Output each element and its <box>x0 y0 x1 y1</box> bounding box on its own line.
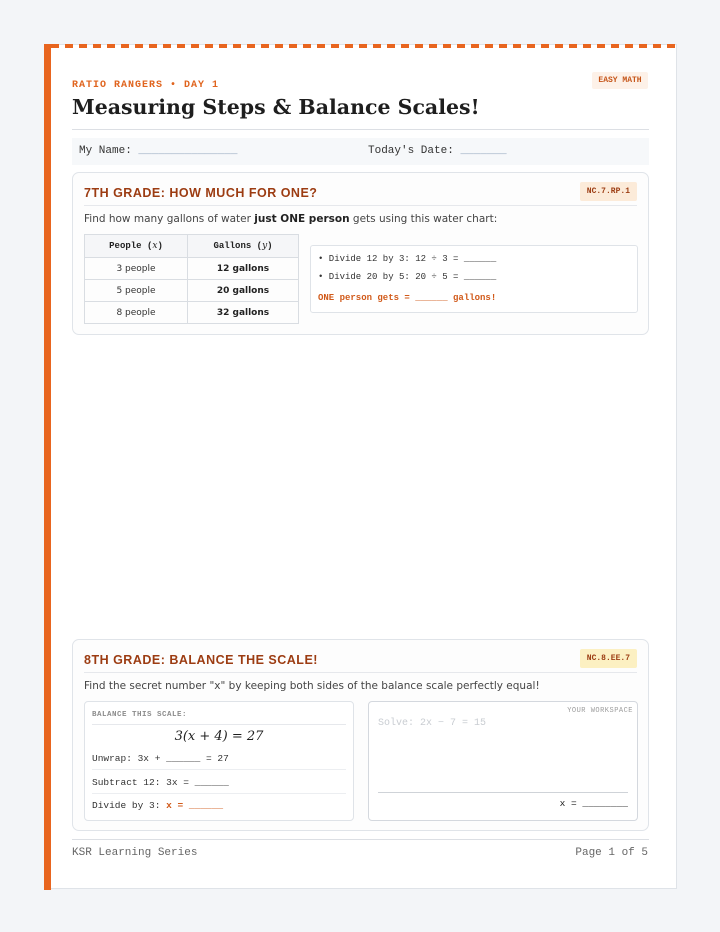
section-instruction: Find the secret number "x" by keeping both sides of the balance scale perfectly equal! <box>84 680 540 692</box>
section-title: 8TH GRADE: BALANCE THE SCALE! <box>84 653 318 667</box>
name-label: My Name: <box>79 145 132 157</box>
date-label: Today's Date: <box>368 145 454 157</box>
hint-step[interactable]: • Divide 20 by 5: 20 ÷ 5 = ______ <box>318 272 497 282</box>
divider <box>84 672 637 673</box>
workspace-box[interactable] <box>368 701 638 821</box>
people-cell: 3 people <box>85 258 188 280</box>
hint-step[interactable]: • Divide 12 by 3: 12 ÷ 3 = ______ <box>318 254 497 264</box>
date-field[interactable] <box>368 145 507 157</box>
water-chart-table <box>84 234 299 324</box>
gallons-cell: 12 gallons <box>188 258 299 280</box>
accent-bar <box>44 44 51 890</box>
emphasis-text: just ONE person <box>254 213 350 225</box>
name-field[interactable] <box>79 145 237 157</box>
gallons-cell: 32 gallons <box>188 302 299 324</box>
answer-highlight[interactable]: x = ______ <box>166 800 224 811</box>
difficulty-badge: EASY MATH <box>592 72 648 89</box>
divider <box>92 793 346 794</box>
divider <box>72 129 649 130</box>
standard-badge: NC.7.RP.1 <box>580 182 637 201</box>
section-title: 7TH GRADE: HOW MUCH FOR ONE? <box>84 186 318 200</box>
gallons-cell: 20 gallons <box>188 280 299 302</box>
workspace-answer[interactable]: x = ________ <box>559 798 628 809</box>
people-cell: 5 people <box>85 280 188 302</box>
solve-step[interactable]: Divide by 3: x = ______ <box>92 800 224 811</box>
column-header-people: People (x) <box>85 235 188 258</box>
solve-step[interactable]: Unwrap: 3x + ______ = 27 <box>92 753 229 764</box>
balance-scale-box <box>84 701 354 821</box>
workspace-label: YOUR WORKSPACE <box>567 707 633 715</box>
dashed-top-border <box>51 44 677 48</box>
worksheet-page <box>44 44 677 889</box>
table-row <box>85 258 299 280</box>
column-header-gallons: Gallons (y) <box>188 235 299 258</box>
standard-badge: NC.8.EE.7 <box>580 649 637 668</box>
workspace-prompt: Solve: 2x − 7 = 15 <box>378 718 487 729</box>
divider <box>84 205 637 206</box>
equation: 3(x + 4) = 27 <box>174 729 264 744</box>
name-line[interactable]: _______________ <box>138 145 238 157</box>
table-row <box>85 302 299 324</box>
divider <box>92 724 346 725</box>
table-row <box>85 280 299 302</box>
people-cell: 8 people <box>85 302 188 324</box>
divider <box>92 769 346 770</box>
series-tag: RATIO RANGERS • DAY 1 <box>72 80 220 91</box>
section-instruction: Find how many gallons of water just ONE person gets using this water chart: <box>84 213 498 225</box>
solve-step[interactable]: Subtract 12: 3x = ______ <box>92 777 229 788</box>
page-number: Page 1 of 5 <box>575 847 648 859</box>
section-balance-the-scale <box>72 639 649 831</box>
page-title: Measuring Steps & Balance Scales! <box>72 95 480 119</box>
box-label: BALANCE THIS SCALE: <box>92 711 188 719</box>
answer-line[interactable]: ONE person gets = ______ gallons! <box>318 293 497 303</box>
student-info-bar <box>72 138 649 165</box>
section-how-much-for-one <box>72 172 649 335</box>
footer-series: KSR Learning Series <box>72 847 198 859</box>
answer-rule <box>378 792 628 793</box>
date-line[interactable]: _______ <box>460 145 507 157</box>
footer-divider <box>72 839 649 840</box>
hint-box <box>310 245 638 313</box>
